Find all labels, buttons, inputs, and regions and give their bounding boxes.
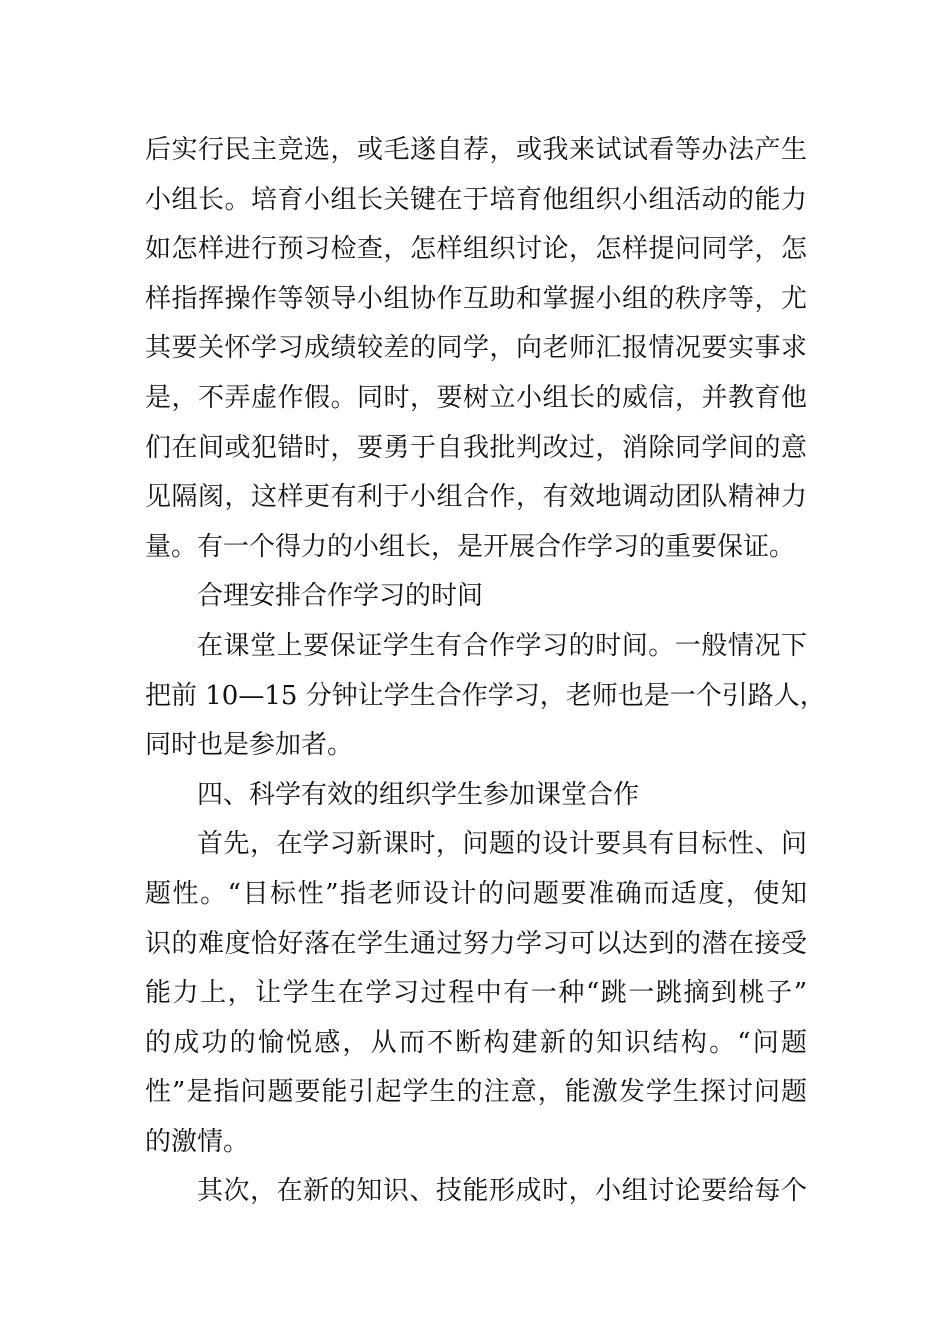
text-line: 在课堂上要保证学生有合作学习的时间。一般情况下 [197,630,807,661]
text-line: 小组长。培育小组长关键在于培育他组织小组活动的能力 [145,184,807,215]
document-body [145,126,826,1217]
text-line: 其要关怀学习成绩较差的同学，向老师汇报情况要实事求 [145,333,807,364]
text-line: 们在间或犯错时，要勇于自我批判改过，消除同学间的意 [145,432,807,463]
text-line: 后实行民主竞选，或毛遂自荐，或我来试试看等办法产生 [145,135,807,165]
text-line: 其次，在新的知识、技能形成时，小组讨论要给每个 [197,1176,807,1207]
text-line: 的激情。 [145,1126,250,1157]
text-line: 四、科学有效的组织学生参加课堂合作 [197,779,640,810]
text-line: 性”是指问题要能引起学生的注意，能激发学生探讨问题 [145,1077,807,1108]
text-line: 的成功的愉悦感，从而不断构建新的知识结构。“问题 [145,1027,807,1058]
text-line: 如怎样进行预习检查，怎样组织讨论，怎样提问同学，怎 [145,234,807,265]
text-line: 是，不弄虚作假。同时，要树立小组长的威信，并教育他 [145,382,807,413]
text-line: 见隔阂，这样更有利于小组合作，有效地调动团队精神力 [145,482,807,513]
text-line: 识的难度恰好落在学生通过努力学习可以达到的潜在接受 [145,928,807,959]
text-line: 把前 10—15 分钟让学生合作学习，老师也是一个引路人， [145,680,826,711]
text-line: 合理安排合作学习的时间 [197,581,484,612]
text-line: 题性。“目标性”指老师设计的问题要准确而适度，使知 [145,878,807,909]
text-line: 首先，在学习新课时，问题的设计要具有目标性、问 [197,829,807,860]
text-line: 量。有一个得力的小组长，是开展合作学习的重要保证。 [145,531,796,562]
text-line: 样指挥操作等领导小组协作互助和掌握小组的秩序等，尤 [145,283,807,314]
text-line: 能力上，让学生在学习过程中有一种“跳一跳摘到桃子” [145,978,807,1009]
text-line: 同时也是参加者。 [145,730,354,761]
